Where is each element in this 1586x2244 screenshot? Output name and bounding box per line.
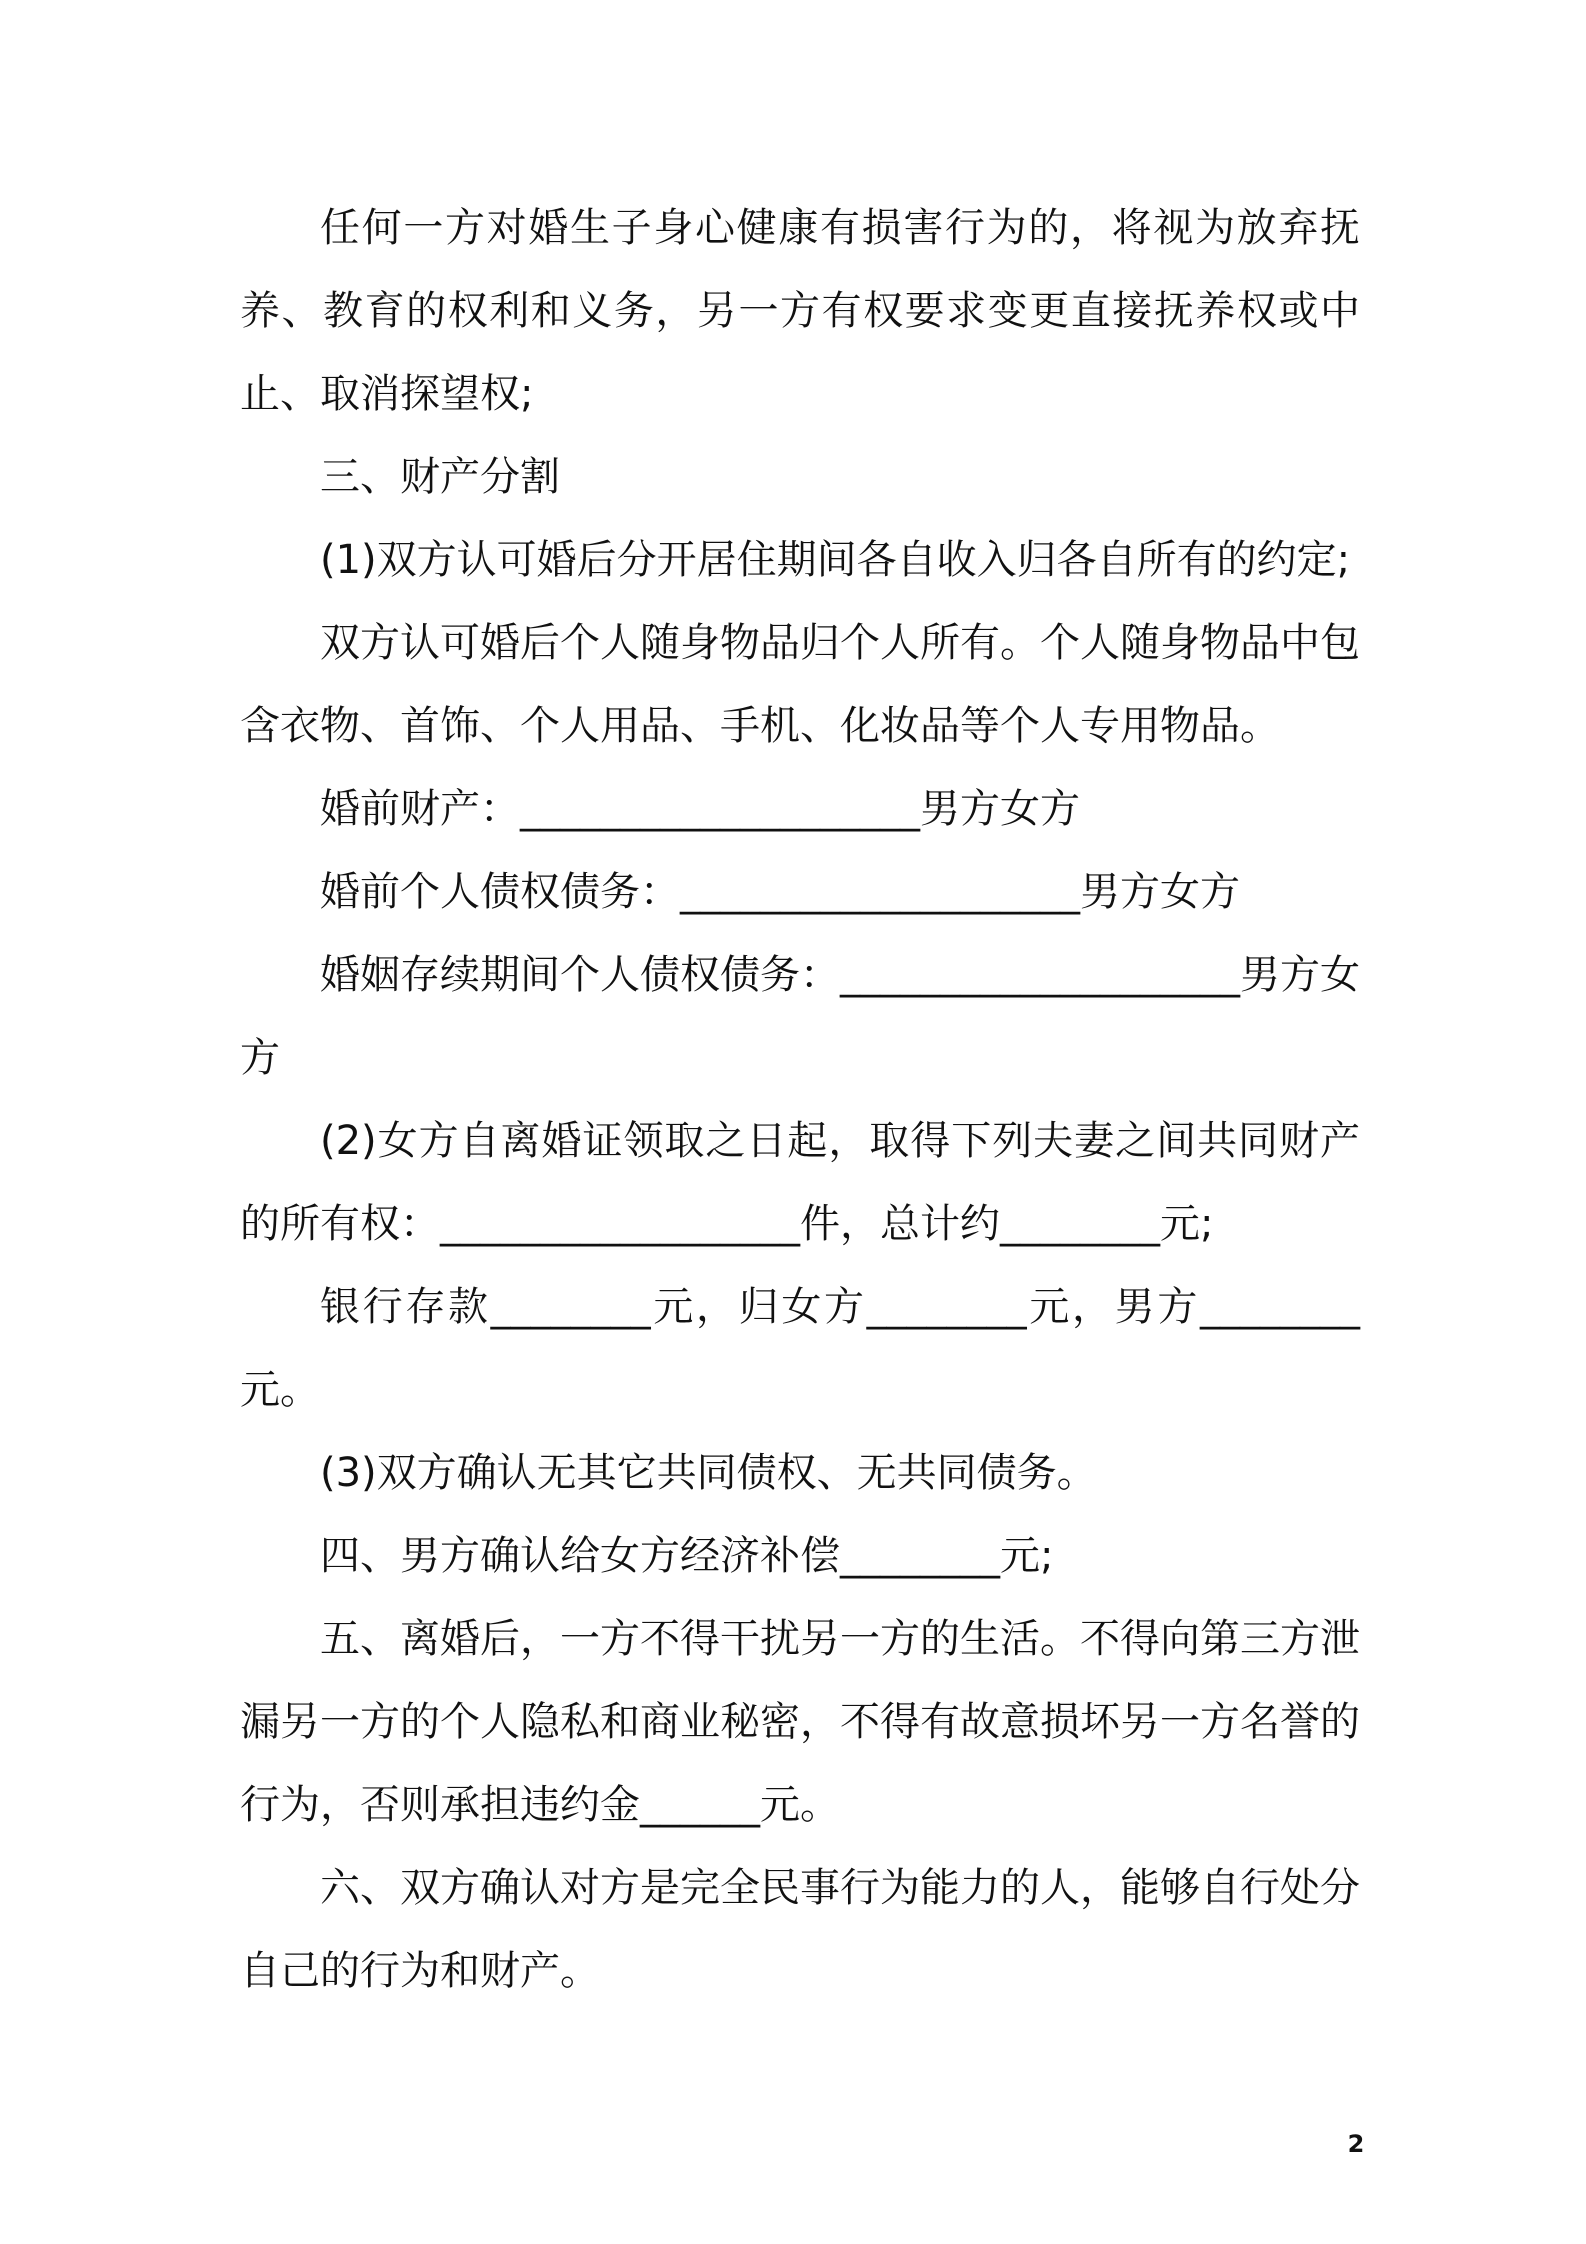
paragraph-custody-harm: 任何一方对婚生子身心健康有损害行为的，将视为放弃抚养、教育的权利和义务，另一方有权要求变更直接抚养权或中止、取消探望权;: [240, 205, 1360, 417]
paragraph-no-joint-debts: (3)双方确认无其它共同债权、无共同债务。: [320, 1450, 1097, 1496]
section-heading-property-division: 三、财产分割: [320, 454, 560, 500]
page-number: 2: [1347, 2130, 1365, 2158]
paragraph-personal-belongings: 双方认可婚后个人随身物品归个人所有。个人随身物品中包含衣物、首饰、个人用品、手机、化妆品等个人专用物品。: [240, 620, 1360, 749]
paragraph-premarital-debts: 婚前个人债权债务：____________________男方女方: [320, 869, 1240, 915]
paragraph-premarital-property: 婚前财产：____________________男方女方: [320, 786, 1080, 832]
paragraph-joint-property-ownership: (2)女方自离婚证领取之日起，取得下列夫妻之间共同财产的所有权：__________________件，总计约________元;: [240, 1118, 1360, 1247]
section-heading-capacity: 六、双方确认对方是完全民事行为能力的人，能够自行处分自己的行为和财产。: [240, 1865, 1360, 1994]
section-heading-compensation: 四、男方确认给女方经济补偿________元;: [320, 1533, 1054, 1579]
paragraph-separate-income: (1)双方认可婚后分开居住期间各自收入归各自所有的约定;: [320, 537, 1351, 583]
paragraph-bank-deposits: 银行存款________元，归女方________元，男方________元。: [240, 1284, 1360, 1413]
document-body: [240, 187, 1360, 2013]
paragraph-marital-debts: 婚姻存续期间个人债权债务：____________________男方女方: [240, 952, 1360, 1081]
section-heading-non-interference: 五、离婚后，一方不得干扰另一方的生活。不得向第三方泄漏另一方的个人隐私和商业秘密，不得有故意损坏另一方名誉的行为，否则承担违约金______元。: [240, 1616, 1360, 1828]
